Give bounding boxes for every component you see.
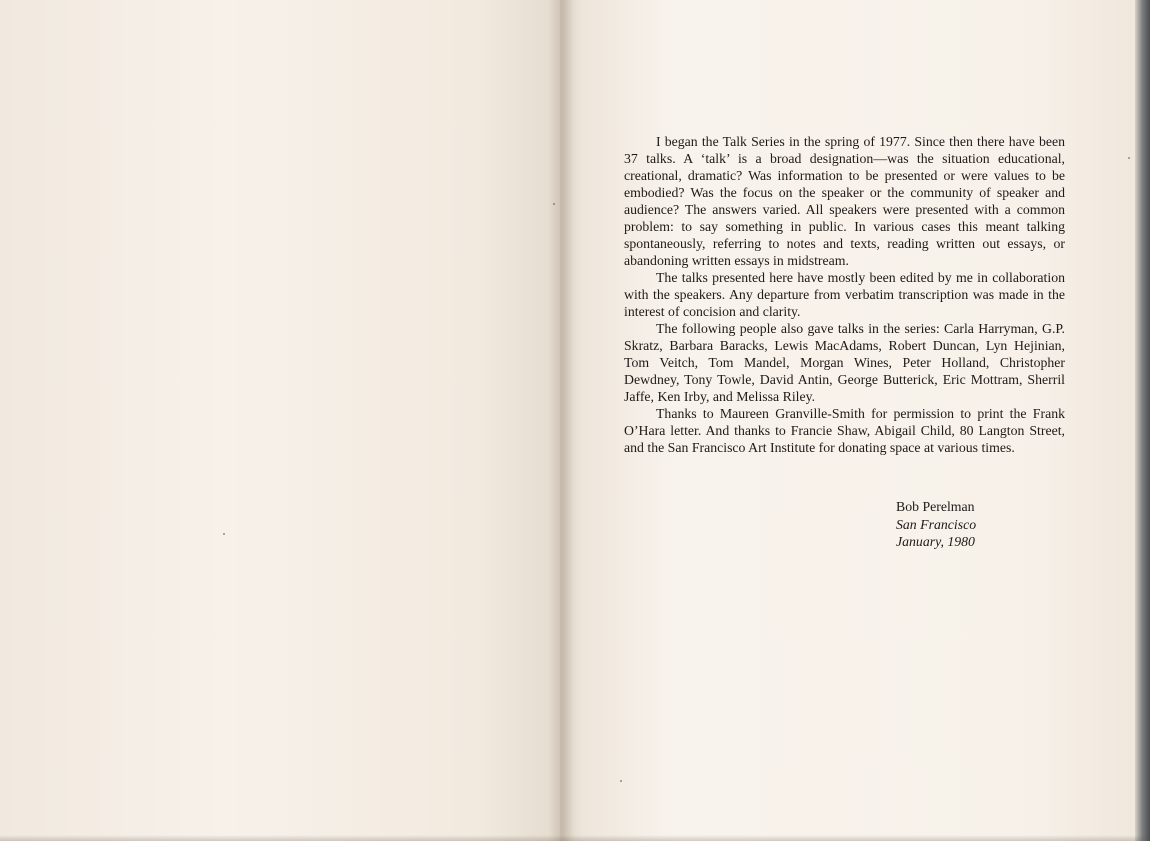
paper-speck	[1128, 157, 1130, 159]
left-page-blank	[0, 0, 560, 841]
preface-paragraph: The talks presented here have mostly been edited by me in collaboration with the speakers. Any departure from verbatim transcription was made in the interest of concision and clarity.	[624, 270, 1065, 319]
paper-speck	[223, 533, 225, 535]
preface-text	[624, 133, 1065, 456]
signature-block	[896, 498, 976, 551]
preface-paragraph: I began the Talk Series in the spring of 1977. Since then there have been 37 talks. A ‘talk’ is a broad designation—was the situation educational, creational, dramatic? Was information to be presented or were values to be embodied? Was the focus on the speaker or the community of speaker and audience? The answers varied. All speakers were presented with a common problem: to say something in public. In various cases this meant talking spontaneously, referring to notes and texts, reading written out essays, or abandoning written essays in midstream.	[624, 134, 1065, 268]
page-edge	[1135, 0, 1150, 841]
preface-paragraph: The following people also gave talks in the series: Carla Harryman, G.P. Skratz, Barbara Baracks, Lewis MacAdams, Robert Duncan, Lyn Hejinian, Tom Veitch, Tom Mandel, Morgan Wines, Peter Holland, Christopher Dewdney, Tony Towle, David Antin, George Butterick, Eric Mottram, Sherril Jaffe, Ken Irby, and Melissa Riley.	[624, 321, 1065, 404]
book-gutter	[548, 0, 574, 841]
paper-speck	[553, 203, 555, 205]
bottom-shadow	[0, 835, 1150, 841]
paper-speck	[620, 780, 622, 782]
preface-paragraph: Thanks to Maureen Granville-Smith for permission to print the Frank O’Hara letter. And thanks to Francie Shaw, Abigail Child, 80 Langton Street, and the San Francisco Art Institute for donating space at various times.	[624, 406, 1065, 455]
author-name: Bob Perelman	[896, 499, 975, 514]
signature-date: January, 1980	[896, 534, 975, 549]
signature-place: San Francisco	[896, 516, 977, 532]
